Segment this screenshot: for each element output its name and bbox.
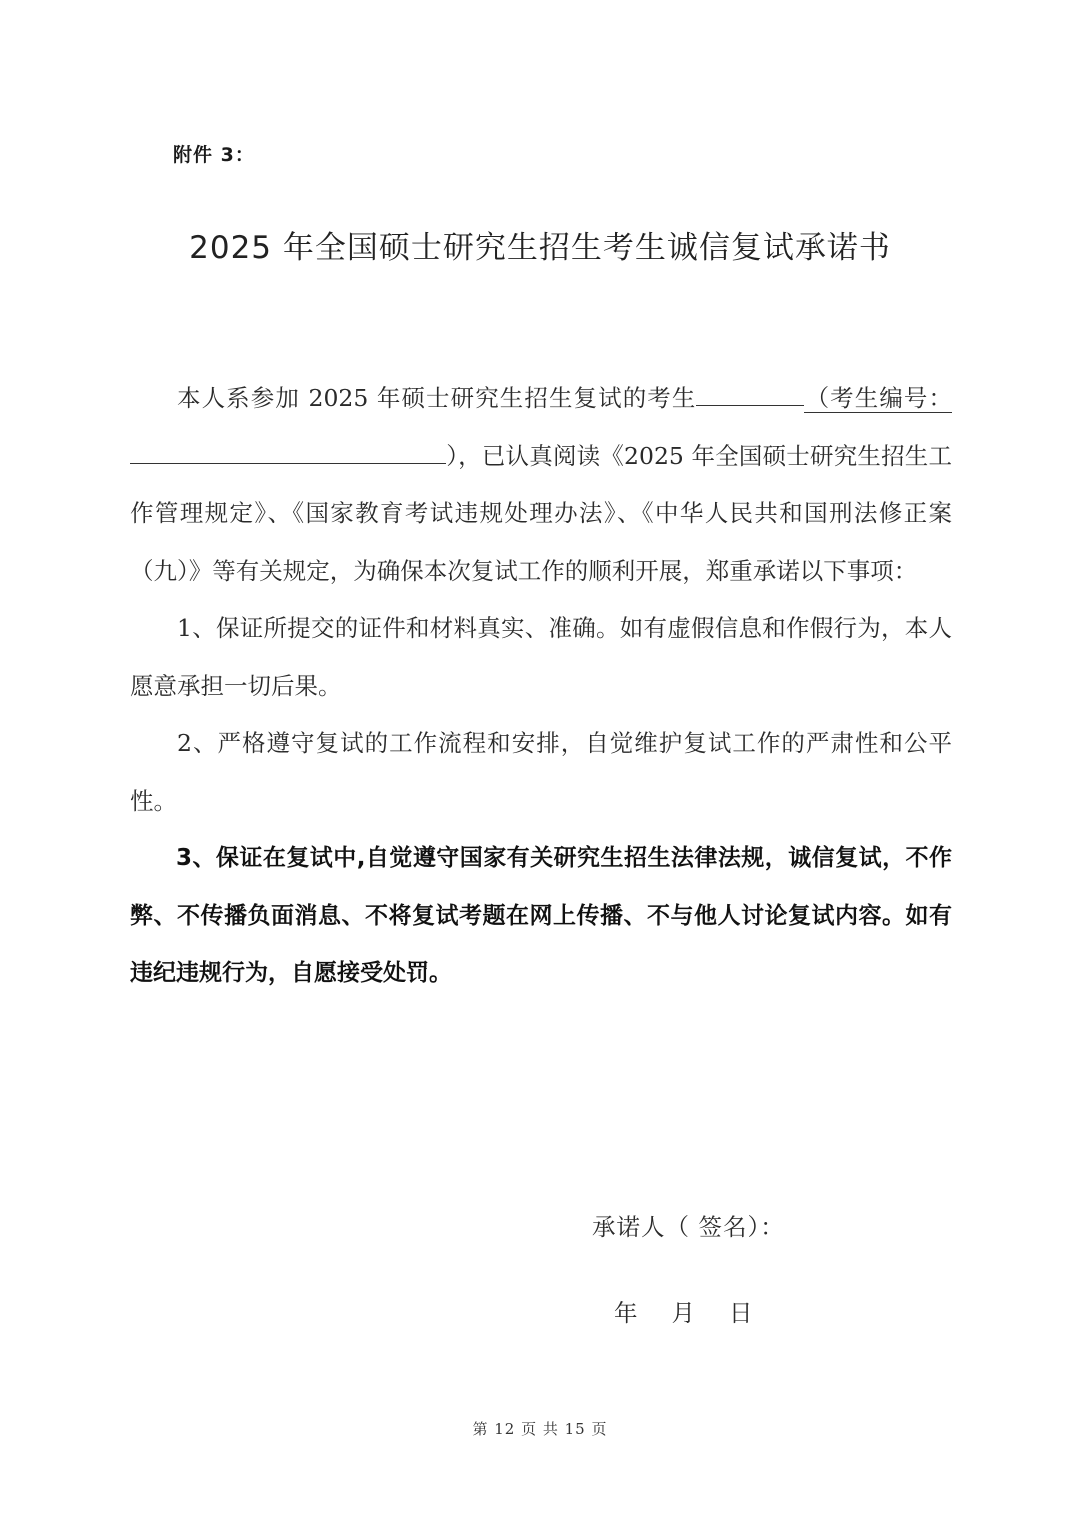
- date-line: [614, 1294, 753, 1328]
- document-title: 2025 年全国硕士研究生招生考生诚信复试承诺书: [189, 230, 891, 266]
- date-day: 日: [729, 1299, 753, 1327]
- candidate-name-blank: [696, 379, 804, 406]
- document-body: [130, 370, 952, 1003]
- intro-part1: 本人系参加 2025 年硕士研究生招生复试的考生: [177, 384, 697, 412]
- date-month: 月: [671, 1299, 695, 1327]
- intro-paragraph: [130, 370, 952, 600]
- candidate-number-blank: [130, 437, 446, 464]
- date-year: 年: [614, 1299, 638, 1327]
- intro-part2: （考生编号：: [804, 384, 953, 412]
- signature-label: 承诺人（ 签名）：: [592, 1213, 785, 1241]
- commitment-item-1: 1、保证所提交的证件和材料真实、准确。如有虚假信息和作假行为，本人愿意承担一切后果。: [130, 614, 952, 700]
- intro-part3: ），已认真阅读《2025 年全国硕士研究生招生工作管理规定》、《国家教育考试违规处理办法》、《中华人民共和国刑法修正案（九）》等有关规定，为确保本次复试工作的顺利开展，郑重承诺以下事项：: [130, 441, 952, 585]
- page-footer: 第 12 页 共 15 页: [472, 1420, 608, 1438]
- attachment-label: 附件 3：: [173, 144, 255, 166]
- commitment-item-2: 2、严格遵守复试的工作流程和安排，自觉维护复试工作的严肃性和公平性。: [130, 729, 952, 815]
- commitment-item-3: 3、保证在复试中,自觉遵守国家有关研究生招生法律法规，诚信复试，不作弊、不传播负面消息、不将复试考题在网上传播、不与他人讨论复试内容。如有违纪违规行为，自愿接受处罚。: [130, 845, 952, 986]
